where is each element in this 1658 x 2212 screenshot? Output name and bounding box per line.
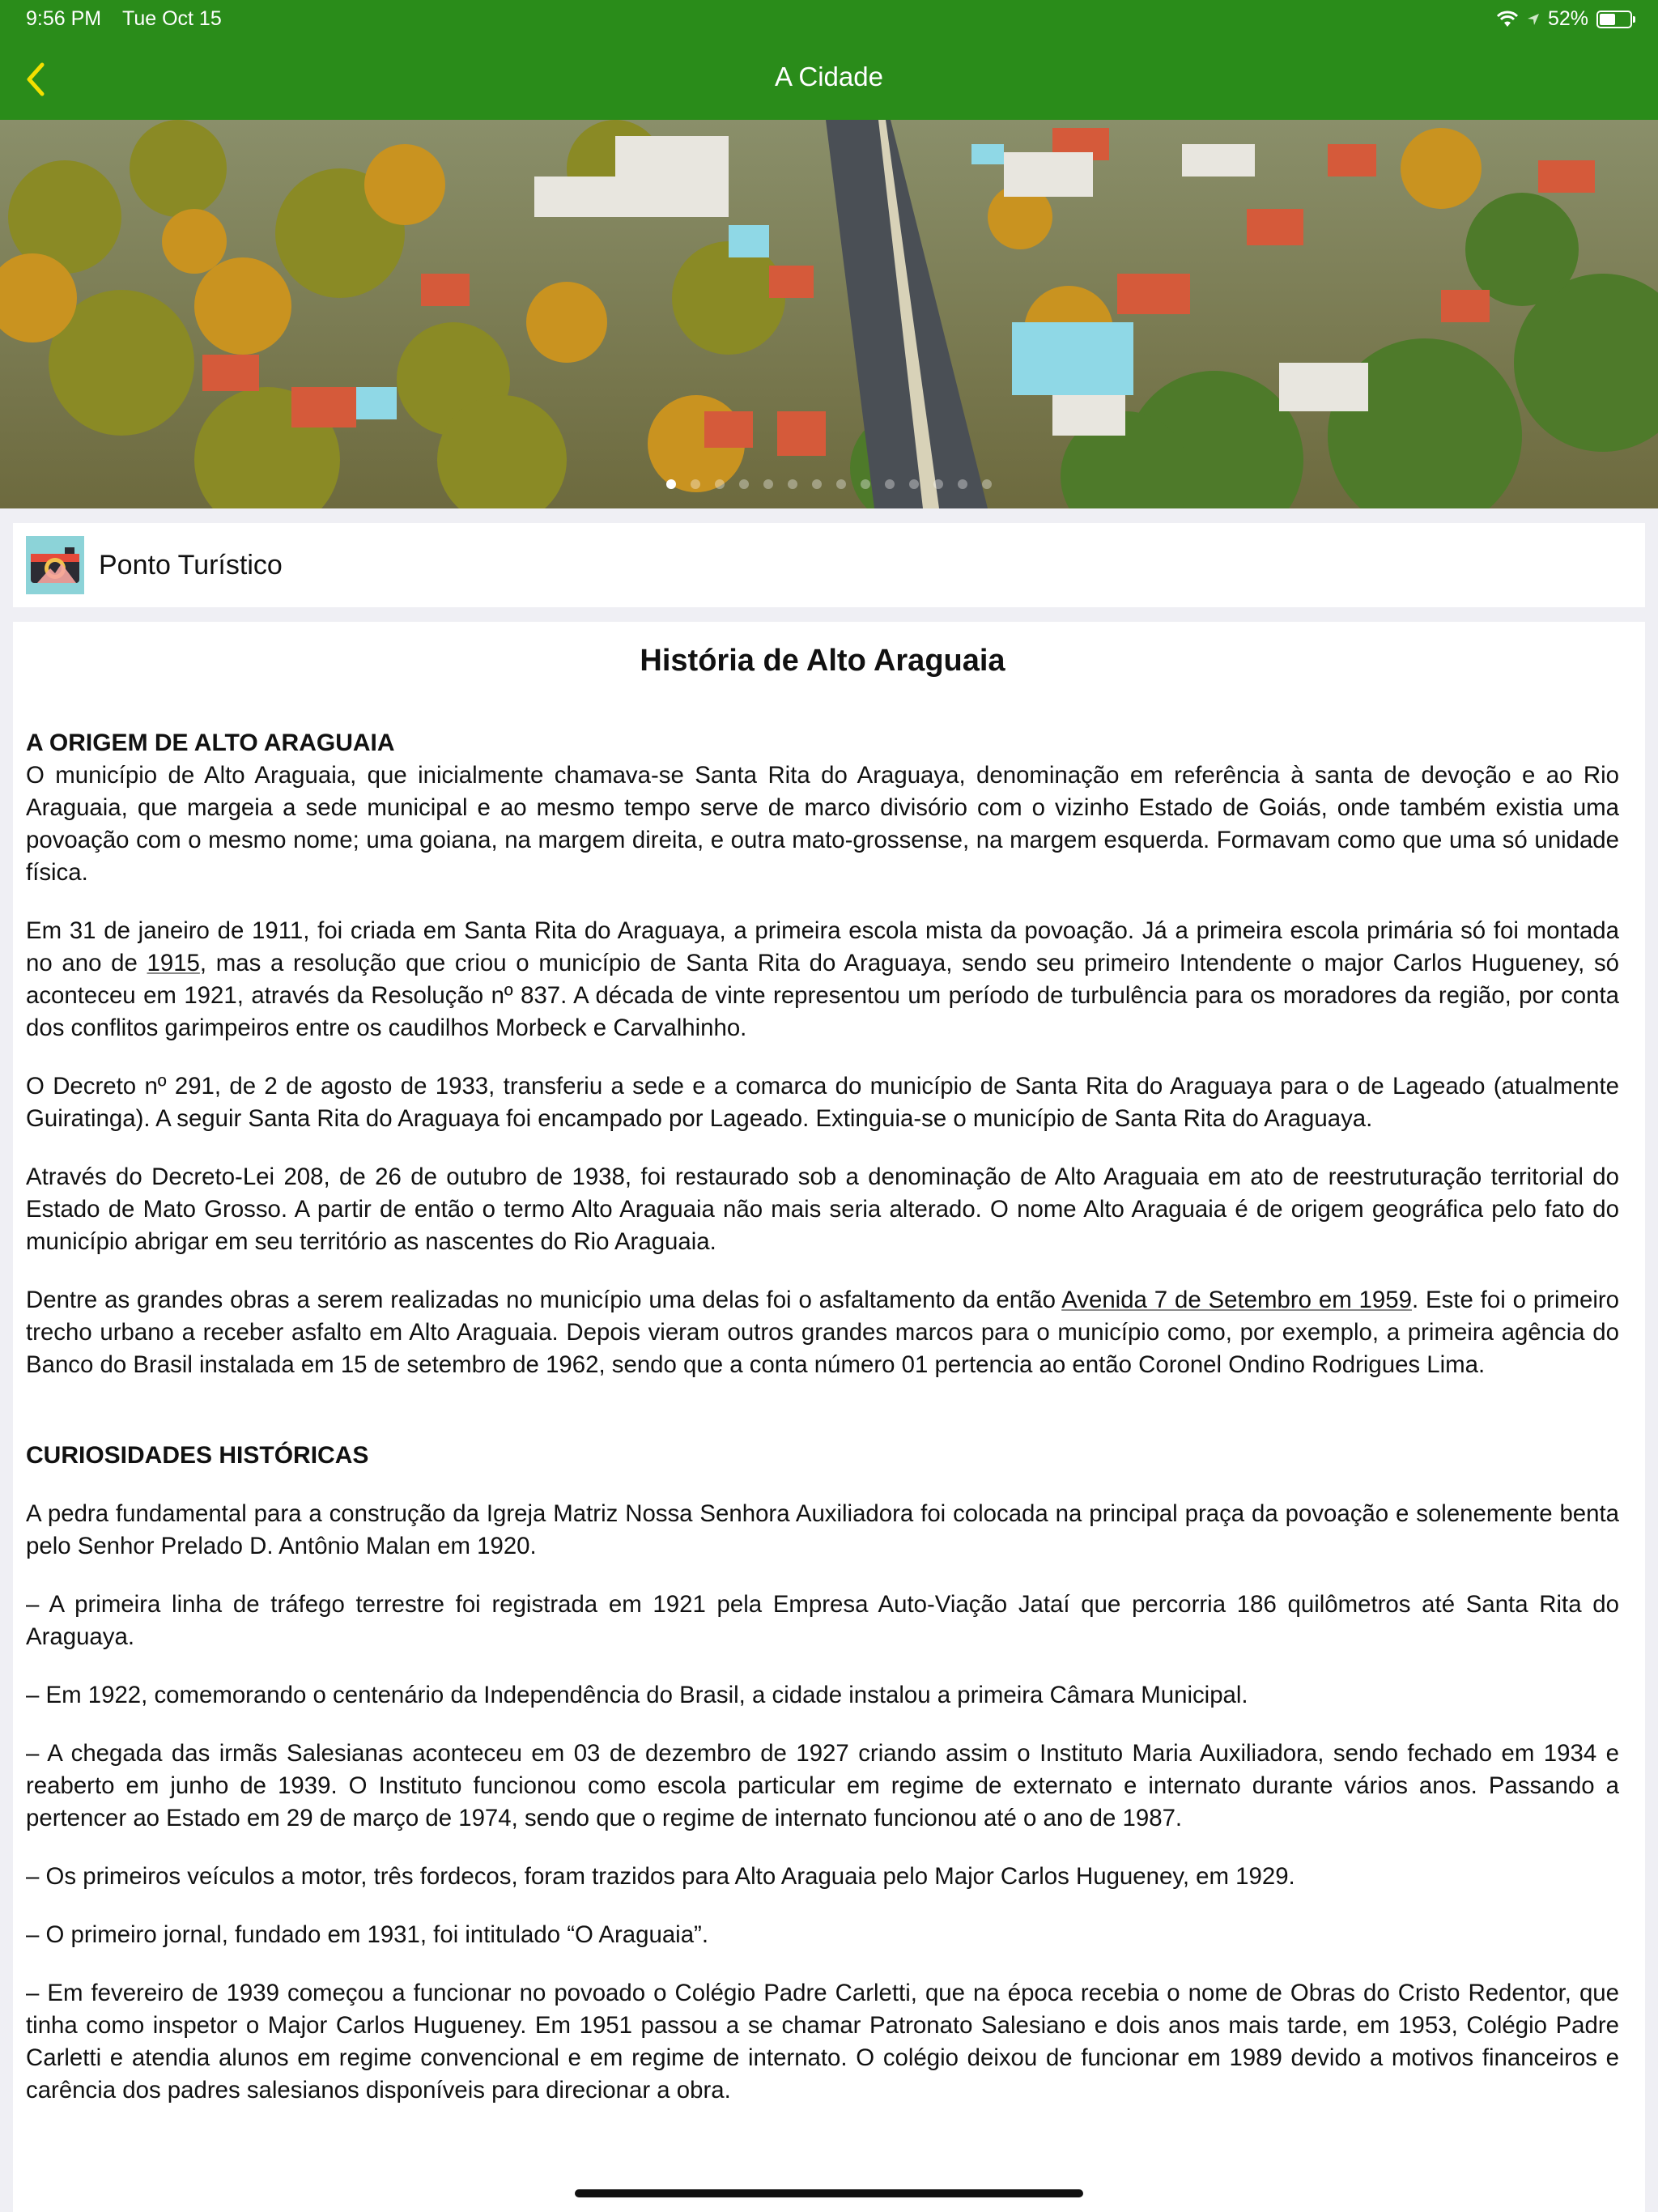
article-content bbox=[13, 622, 1645, 2212]
paragraph-origin-5 bbox=[26, 1284, 1619, 1381]
camera-photo-icon bbox=[26, 536, 84, 594]
carousel-dot[interactable] bbox=[885, 479, 895, 489]
location-arrow-icon bbox=[1527, 13, 1540, 26]
curiosity-item: – Em fevereiro de 1939 começou a funcionar no povoado o Colégio Padre Carletti, que na época recebia o nome de Obras do Cristo Redentor, que tinha como inspetor o Major Carlos Hugueney. Em 1951 passou a se chamar Patronato Salesiano e dois anos mais tarde, em 1953, Colégio Padre Carletti e atendia alunos em regime convencional e em regime de internato. O colégio deixou de funcionar em 1989 devido a motivos financeiros e carência dos padres salesianos disponíveis para direcionar a obra. bbox=[26, 1980, 1619, 2104]
curiosity-item: – O primeiro jornal, fundado em 1931, foi intitulado “O Araguaia”. bbox=[26, 1921, 708, 1948]
carousel-dot[interactable] bbox=[982, 479, 992, 489]
paragraph-text: Em 31 de janeiro de 1911, foi criada em Santa Rita do Araguaya, a primeira escola mista da povoação. Já a primeira escola primária só foi montada no ano de bbox=[26, 917, 1619, 976]
status-time: 9:56 PM bbox=[26, 7, 102, 30]
paragraph-origin-3: O Decreto nº 291, de 2 de agosto de 1933, transferiu a sede e a comarca do município de Santa Rita do Araguaya para o de Lageado (atualmente Guiratinga). A seguir Santa Rita do Araguaya foi encampado por Lageado. Extinguia-se o município de Santa Rita do Araguaya. bbox=[26, 1073, 1619, 1132]
section-heading-curiosities: CURIOSIDADES HISTÓRICAS bbox=[26, 1442, 369, 1469]
navigation-bar bbox=[0, 37, 1658, 120]
link-avenida[interactable]: Avenida 7 de Setembro em 1959 bbox=[1061, 1287, 1412, 1313]
carousel-dot[interactable] bbox=[812, 479, 822, 489]
city-aerial-photo bbox=[0, 120, 1658, 508]
paragraph-origin-4: Através do Decreto-Lei 208, de 26 de outubro de 1938, foi restaurado sob a denominação de Alto Araguaia em ato de reestruturação territorial do Estado de Mato Grosso. A partir de então o termo Alto Araguaia não mais seria alterado. O nome Alto Araguaia é de origem geográfica pelo fato do município abrigar em seu território as nascentes do Rio Araguaia. bbox=[26, 1163, 1619, 1255]
carousel-dot[interactable] bbox=[666, 479, 676, 489]
tourist-spot-row[interactable] bbox=[13, 523, 1645, 607]
top-bar bbox=[0, 0, 1658, 120]
carousel-dot[interactable] bbox=[958, 479, 967, 489]
link-1915[interactable]: 1915 bbox=[147, 950, 200, 976]
battery-percent: 52% bbox=[1547, 7, 1588, 30]
carousel-dot[interactable] bbox=[861, 479, 870, 489]
paragraph-text: , mas a resolução que criou o município de Santa Rita do Araguaya, sendo seu primeiro Intendente o major Carlos Hugueney, só aconteceu em 1921, através da Resolução nº 837. A década de vinte representou um período de turbulência para os moradores da região, por conta dos conflitos garimpeiros entre os caudilhos Morbeck e Carvalhinho. bbox=[26, 950, 1619, 1041]
wifi-icon bbox=[1496, 11, 1519, 28]
paragraph-text: . Este foi o primeiro trecho urbano a receber asfalto em Alto Araguaia. Depois vieram outros grandes marcos para o município como, por exemplo, a primeira agência do Banco do Brasil instalada em 15 de setembro de 1962, sendo que a conta número 01 pertencia ao então Coronel Ondino Rodrigues Lima. bbox=[26, 1287, 1619, 1378]
carousel-dot[interactable] bbox=[691, 479, 700, 489]
battery-icon bbox=[1596, 11, 1632, 28]
photo-carousel[interactable] bbox=[0, 120, 1658, 508]
status-indicators bbox=[1496, 7, 1632, 31]
paragraph-origin-1: O município de Alto Araguaia, que inicialmente chamava-se Santa Rita do Araguaya, denominação em referência à santa de devoção e ao Rio Araguaia, que margeia a sede municipal e ao mesmo tempo serve de marco divisório com o vizinho Estado de Goiás, onde também existia uma povoação com o mesmo nome; uma goiana, na margem direita, e outra mato-grossense, na margem esquerda. Formavam como que uma só unidade física. bbox=[26, 762, 1619, 886]
home-indicator[interactable] bbox=[575, 2189, 1083, 2197]
carousel-dot[interactable] bbox=[836, 479, 846, 489]
curiosity-item: – A primeira linha de tráfego terrestre foi registrada em 1921 pela Empresa Auto-Viação Jataí que percorria 186 quilômetros até Santa Rita do Araguaya. bbox=[26, 1591, 1619, 1650]
curiosity-item: – Em 1922, comemorando o centenário da Independência do Brasil, a cidade instalou a primeira Câmara Municipal. bbox=[26, 1682, 1248, 1708]
curiosity-item: A pedra fundamental para a construção da Igreja Matriz Nossa Senhora Auxiliadora foi colocada na principal praça da povoação e solenemente benta pelo Senhor Prelado D. Antônio Malan em 1920. bbox=[26, 1500, 1619, 1559]
curiosity-item: – Os primeiros veículos a motor, três fordecos, foram trazidos para Alto Araguaia pelo Major Carlos Hugueney, em 1929. bbox=[26, 1863, 1295, 1890]
tourist-spot-label: Ponto Turístico bbox=[99, 549, 283, 581]
article-title: História de Alto Araguaia bbox=[640, 644, 1005, 678]
carousel-page-indicator[interactable] bbox=[0, 479, 1658, 489]
carousel-dot[interactable] bbox=[788, 479, 797, 489]
page-title: A Cidade bbox=[775, 62, 883, 91]
carousel-dot[interactable] bbox=[763, 479, 773, 489]
paragraph-text: Dentre as grandes obras a serem realizadas no município uma delas foi o asfaltamento da então bbox=[26, 1287, 1062, 1313]
carousel-dot[interactable] bbox=[739, 479, 749, 489]
battery-level bbox=[1600, 14, 1615, 25]
carousel-dot[interactable] bbox=[933, 479, 943, 489]
curiosity-item: – A chegada das irmãs Salesianas aconteceu em 03 de dezembro de 1927 criando assim o Instituto Maria Auxiliadora, sendo fechado em 1934 e reaberto em junho de 1939. O Instituto funcionou como escola particular em regime de externato e internato durante vários anos. Passando a pertencer ao Estado em 29 de março de 1974, sendo que o regime de internato funcionou até o ano de 1987. bbox=[26, 1740, 1619, 1831]
carousel-dot[interactable] bbox=[715, 479, 725, 489]
carousel-dot[interactable] bbox=[909, 479, 919, 489]
status-bar bbox=[0, 0, 1658, 37]
paragraph-origin-2 bbox=[26, 915, 1619, 1044]
status-date: Tue Oct 15 bbox=[122, 7, 222, 30]
section-heading-origin: A ORIGEM DE ALTO ARAGUAIA bbox=[26, 730, 395, 756]
